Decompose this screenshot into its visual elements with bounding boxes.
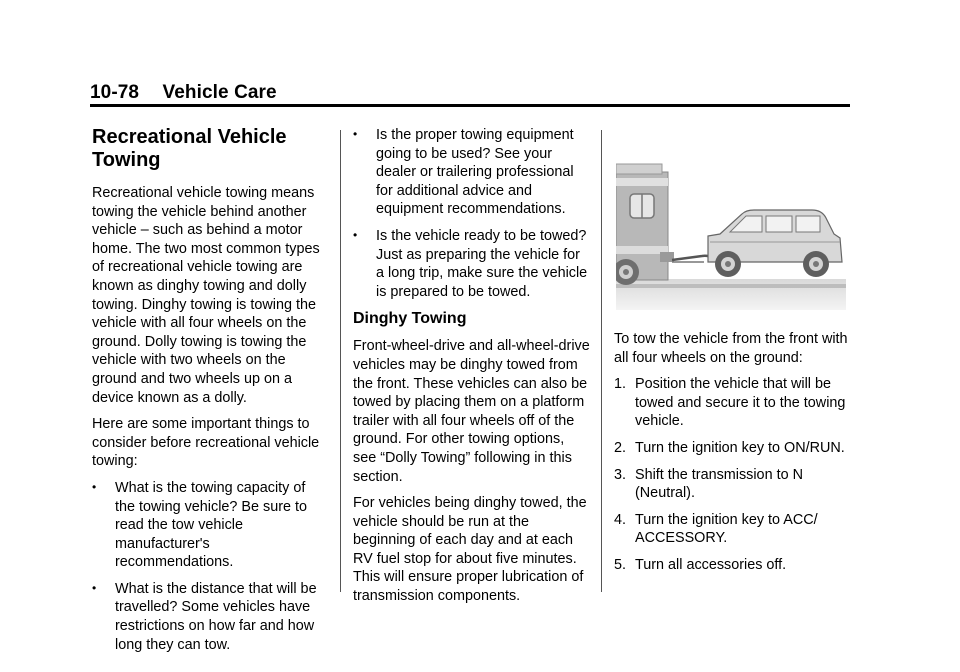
step-number: 1. bbox=[614, 376, 627, 393]
subsection-heading: Dinghy Towing bbox=[353, 310, 467, 328]
list-item: 5. Turn all accessories off. bbox=[614, 556, 787, 573]
column-divider-1 bbox=[340, 130, 341, 592]
list-item: • What is the towing capacity of the towing vehicle? Be sure to read the tow vehicle manufacturer's recommendations. bbox=[92, 479, 307, 571]
column-2 bbox=[353, 126, 591, 614]
page-number: 10-78 bbox=[90, 82, 140, 103]
column-divider-2 bbox=[601, 130, 602, 592]
section-heading: Recreational Vehicle Towing bbox=[92, 126, 287, 171]
list-item: • Is the vehicle ready to be towed? Just as preparing the vehicle for a long trip, make sure the vehicle is prepared to be towed. bbox=[353, 227, 588, 300]
towing-illustration-icon bbox=[616, 134, 846, 310]
considerations-paragraph: Here are some important things to consider before recreational vehicle towing: bbox=[92, 416, 320, 470]
list-item: 2. Turn the ignition key to ON/RUN. bbox=[614, 439, 845, 456]
dinghy-paragraph-1: Front-wheel-drive and all-wheel-drive vehicles may be dinghy towed from the front. These vehicles can also be towed by placing them on a platform trailer with all four wheels off of the ground. For other towing options, see “Dolly Towing” following in this section. bbox=[353, 338, 590, 485]
section-title: Vehicle Care bbox=[162, 82, 277, 103]
step-number: 5. bbox=[614, 556, 627, 573]
step-number: 3. bbox=[614, 466, 627, 483]
column-3 bbox=[614, 330, 854, 583]
header-rule bbox=[90, 104, 850, 107]
column-1 bbox=[92, 126, 328, 662]
list-item: • What is the distance that will be travelled? Some vehicles have restrictions on how far and how long they can tow. bbox=[92, 580, 317, 653]
list-item: 3. Shift the transmission to N (Neutral). bbox=[614, 466, 803, 502]
step-number: 2. bbox=[614, 439, 627, 456]
bullet-icon: • bbox=[92, 580, 97, 595]
bullet-icon: • bbox=[92, 479, 97, 494]
list-item: 1. Position the vehicle that will be towed and secure it to the towing vehicle. bbox=[614, 376, 846, 430]
dinghy-paragraph-2: For vehicles being dinghy towed, the vehicle should be run at the beginning of each day and at each RV fuel stop for about five minutes. This will ensure proper lubrication of transmission components. bbox=[353, 495, 587, 605]
procedure-intro: To tow the vehicle from the front with all four wheels on the ground: bbox=[614, 331, 848, 366]
dinghy-towing-illustration bbox=[616, 134, 846, 310]
list-item: 4. Turn the ignition key to ACC/ ACCESSORY. bbox=[614, 511, 818, 547]
intro-paragraph: Recreational vehicle towing means towing the vehicle behind another vehicle – such as behind a motor home. The two most common types of recreational vehicle towing are known as dinghy towing and dolly towing. Dinghy towing is towing the vehicle with all four wheels on the ground. Dolly towing is towing the vehicle with two wheels on the ground and two wheels up on a device known as a dolly. bbox=[92, 185, 320, 406]
page-header bbox=[90, 82, 277, 104]
bullet-icon: • bbox=[353, 227, 358, 242]
considerations-list-1 bbox=[92, 479, 328, 654]
procedure-steps bbox=[614, 375, 854, 574]
step-number: 4. bbox=[614, 511, 627, 528]
list-item: • Is the proper towing equipment going to be used? See your dealer or trailering professional for additional advice and equipment recommendations. bbox=[353, 127, 574, 218]
considerations-list-2 bbox=[353, 126, 591, 301]
bullet-icon: • bbox=[353, 127, 358, 141]
